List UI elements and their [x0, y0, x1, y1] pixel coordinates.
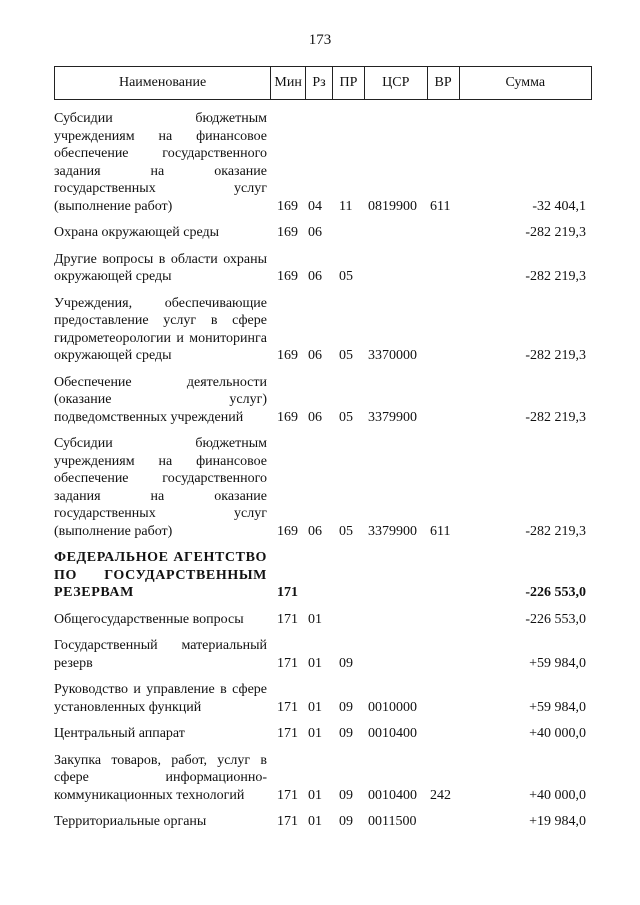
- row-name: Общегосударственные вопросы: [54, 611, 244, 627]
- table-body: [54, 110, 592, 840]
- row-csr: 0010400: [368, 787, 417, 803]
- row-sum: +40 000,0: [529, 726, 586, 741]
- row-name: Руководство и управление в сфере установленных функций: [54, 682, 267, 715]
- row-pr: 09: [339, 814, 353, 829]
- row-name: Субсидии бюджетным учреждениям на финансовое обеспечение государственного задания на оказание государственных услуг (выполнение работ): [54, 436, 267, 539]
- row-rz: 01: [308, 814, 322, 829]
- row-sum: -226 553,0: [525, 611, 586, 627]
- row-csr: 0819900: [368, 198, 417, 214]
- row-pr: 05: [339, 409, 353, 425]
- row-name: Центральный аппарат: [54, 726, 185, 741]
- table-row: [54, 374, 592, 427]
- row-rz: 01: [308, 655, 322, 671]
- row-csr: 3379900: [368, 523, 417, 539]
- row-pr: 09: [339, 726, 353, 741]
- row-sum: -282 219,3: [525, 269, 586, 284]
- row-name: Другие вопросы в области охраны окружающей среды: [54, 251, 267, 284]
- row-sum: -282 219,3: [525, 523, 586, 539]
- table-row: [54, 549, 592, 602]
- header-sum: Сумма: [505, 75, 546, 90]
- row-name: ФЕДЕРАЛЬНОЕ АГЕНТСТВО ПО ГОСУДАРСТВЕННЫМ РЕЗЕРВАМ: [54, 550, 267, 600]
- page-number: 173: [308, 32, 332, 48]
- row-rz: 06: [308, 523, 322, 539]
- row-pr: 05: [339, 523, 353, 539]
- table-row: [54, 110, 592, 215]
- row-min: 169: [277, 348, 298, 363]
- row-vr: 242: [430, 787, 451, 803]
- row-name: Государственный материальный резерв: [54, 638, 267, 671]
- row-min: 171: [277, 699, 298, 715]
- row-vr: 611: [430, 198, 451, 214]
- row-sum: -282 219,3: [525, 409, 586, 425]
- row-pr: 09: [339, 787, 353, 803]
- row-name: Охрана окружающей среды: [54, 225, 220, 240]
- table-header: [54, 66, 592, 100]
- row-pr: 05: [339, 348, 353, 363]
- row-min: 169: [277, 409, 298, 425]
- table-row: [54, 295, 592, 365]
- table-row: [54, 725, 592, 743]
- row-rz: 01: [308, 611, 322, 627]
- table-row: [54, 611, 592, 629]
- table-row: [54, 752, 592, 805]
- row-min: 171: [277, 814, 298, 829]
- header-csr: ЦСР: [365, 67, 428, 99]
- row-sum: -282 219,3: [525, 225, 586, 240]
- row-sum: +40 000,0: [529, 787, 586, 803]
- row-sum: +19 984,0: [529, 814, 586, 829]
- row-min: 171: [277, 585, 298, 600]
- row-name: Субсидии бюджетным учреждениям на финансовое обеспечение государственного задания на оказание государственных услуг (выполнение работ): [54, 111, 267, 214]
- row-pr: 09: [339, 655, 353, 671]
- table-row: [54, 251, 592, 286]
- row-min: 171: [277, 611, 298, 627]
- row-name: Учреждения, обеспечивающие предоставление услуг в сфере гидрометеорологии и мониторинга окружающей среды: [54, 295, 267, 363]
- header-min: Мин: [271, 67, 306, 99]
- row-vr: 611: [430, 523, 451, 539]
- row-csr: 3370000: [368, 348, 417, 363]
- row-sum: +59 984,0: [529, 699, 586, 715]
- row-csr: 3379900: [368, 409, 417, 425]
- row-rz: 06: [308, 348, 322, 363]
- row-min: 171: [277, 655, 298, 671]
- row-name: Обеспечение деятельности (оказание услуг) подведомственных учреждений: [54, 374, 267, 425]
- row-min: 169: [277, 523, 298, 539]
- row-rz: 04: [308, 198, 322, 214]
- row-rz: 06: [308, 269, 322, 284]
- header-name: Наименование: [55, 67, 271, 99]
- header-pr: ПР: [333, 67, 365, 99]
- row-rz: 01: [308, 787, 322, 803]
- row-min: 169: [277, 225, 298, 240]
- table-row: [54, 681, 592, 716]
- row-sum: -282 219,3: [525, 348, 586, 363]
- row-pr: 11: [339, 198, 353, 214]
- table-row: [54, 813, 592, 831]
- table-row: [54, 224, 592, 242]
- row-pr: 05: [339, 269, 353, 284]
- row-name: Территориальные органы: [54, 814, 207, 829]
- table-row: [54, 435, 592, 540]
- row-rz: 01: [308, 726, 322, 741]
- row-pr: 09: [339, 699, 353, 715]
- row-rz: 01: [308, 699, 322, 715]
- row-min: 171: [277, 726, 298, 741]
- row-name: Закупка товаров, работ, услуг в сфере информационно-коммуникационных технологий: [54, 752, 267, 803]
- header-vr: ВР: [428, 67, 460, 99]
- row-csr: 0010000: [368, 699, 417, 715]
- row-sum: -226 553,0: [525, 585, 586, 600]
- row-csr: 0011500: [368, 814, 417, 829]
- row-min: 169: [277, 269, 298, 284]
- row-rz: 06: [308, 409, 322, 425]
- row-rz: 06: [308, 225, 322, 240]
- row-min: 169: [277, 198, 298, 214]
- row-sum: +59 984,0: [529, 655, 586, 671]
- header-rz: Рз: [306, 67, 333, 99]
- table-row: [54, 637, 592, 672]
- row-min: 171: [277, 787, 298, 803]
- row-csr: 0010400: [368, 726, 417, 741]
- row-sum: -32 404,1: [532, 198, 586, 214]
